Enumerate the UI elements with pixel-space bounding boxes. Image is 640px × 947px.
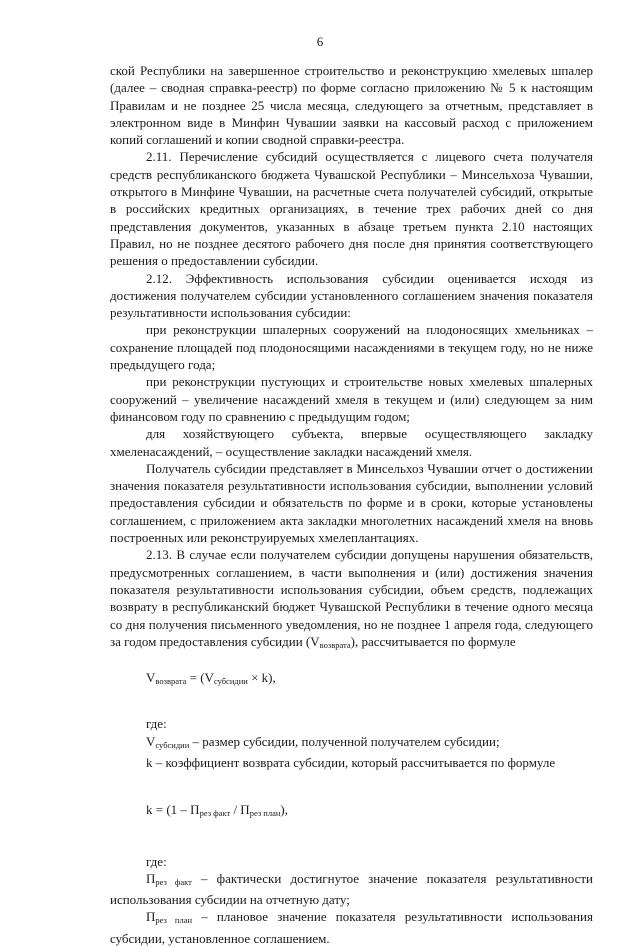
paragraph-2-13-main: 2.13. В случае если получателем субсидии допущены нарушения обязательств, предусмотренных соглашением, в части выполнения и (или) достижения значения показателя результативности использования субсидии, объем средств, подлежащих возврату в республиканский бюджет Чувашской Республики в течение одного месяца со дня получения письменного уведомления, но не позднее 1 апреля года, следующего за годом предоставления субсидии (V [110,547,593,649]
where-label-2: где: [146,853,167,869]
formula-coefficient-end: ), [280,802,289,818]
definition-fact-text: – фактически достигнутое значение показателя результативности использования субсидии на отчетную дату; [110,870,593,908]
definition-plan-symbol: П [146,909,156,925]
document-body [110,62,593,947]
definition-subsidy-sub: субсидии [155,739,190,750]
definition-subsidy [110,733,593,754]
paragraph-report: Получатель субсидии представляет в Минсельхоз Чувашии отчет о достижении значения показателя результативности использования субсидии, выполнении условий предоставления субсидии и обязательств по форме и в сроки, которые установлены соглашением, с приложением акта закладки многолетних насаждений хмеля на вновь построенных или реконструируемых хмелеплантациях. [110,460,593,546]
paragraph-reconstruction: при реконструкции шпалерных сооружений на плодоносящих хмельниках – сохранение площадей под плодоносящими насаждениями в текущем году, но не ниже предыдущего года; [110,322,593,373]
formula-coefficient-mid: / П [230,802,250,818]
formula-refund [110,669,593,690]
definition-subsidy-text: – размер субсидии, полученной получателем субсидии; [189,733,500,749]
definition-subsidy-symbol: V [146,733,156,749]
formula-refund-lhs: V [146,670,156,686]
paragraph-2-13 [110,546,593,654]
paragraph-2-11: 2.11. Перечисление субсидий осуществляется с лицевого счета получателя средств республиканского бюджета Чувашской Республики – Минсельхоза Чувашии, открытого в Минфине Чувашии, на расчетные счета получателей субсидий, открытые в российских кредитных организациях, в течение трех рабочих дней со дня представления документов, указанных в абзаце третьем пункта 2.10 настоящих Правил, но не позднее десятого рабочего дня после дня принятия соответствующего решения о предоставлении субсидии. [110,149,593,269]
formula-refund-lhs-sub: возврата [155,676,187,687]
definition-fact-symbol: П [146,870,156,886]
where-label-1: где: [146,716,167,732]
definition-fact-sub: рез факт [155,876,192,887]
definition-fact [110,870,593,909]
paragraph-continuation: ской Республики на завершенное строительство и реконструкцию хмелевых шпалер (далее – сводная справка-реестр) по форме согласно приложению № 5 к настоящим Правилам и не позднее 25 числа месяца, следующего за отчетным, представляет в электронном виде в Минфин Чувашии заявки на кассовый расход с приложением копий соглашений и копии сводной справки-реестра. [110,63,593,148]
page-number: 6 [316,34,324,49]
formula-refund-mid-sub: субсидии [213,676,248,687]
paragraph-new-construction: при реконструкции пустующих и строительстве новых хмелевых шпалерных сооружений – увеличение насаждений хмеля в текущем и (или) следующем за ним финансовом году по сравнению с предыдущим годом; [110,374,593,424]
formula-coefficient-sub-plan: рез план [249,808,281,819]
paragraph-2-12: 2.12. Эффективность использования субсидии оценивается исходя из достижения получателем субсидии установленного соглашением значения показателя результативности использования субсидии: [110,270,593,321]
paragraph-first-planting: для хозяйствующего субъекта, впервые осуществляющего закладку хмеленасаждений, – осуществление закладки насаждений хмеля. [110,426,593,459]
paragraph-2-13-end: ), рассчитывается по формуле [350,633,516,649]
formula-coefficient-start: k = (1 – П [146,802,200,818]
formula-refund-mid: = (V [186,670,214,686]
paragraph-2-13-subscript: возврата [319,639,351,650]
definition-plan-sub: рез план [155,915,193,926]
definition-k: k – коэффициент возврата субсидии, который рассчитывается по формуле [146,754,556,770]
definition-plan-text: – плановое значение показателя результативности использования субсидии, установленное соглашением. [110,909,593,946]
formula-coefficient [110,801,593,822]
formula-coefficient-sub-fact: рез факт [199,808,231,819]
formula-refund-end: × k), [247,670,276,686]
definition-plan [110,908,593,947]
